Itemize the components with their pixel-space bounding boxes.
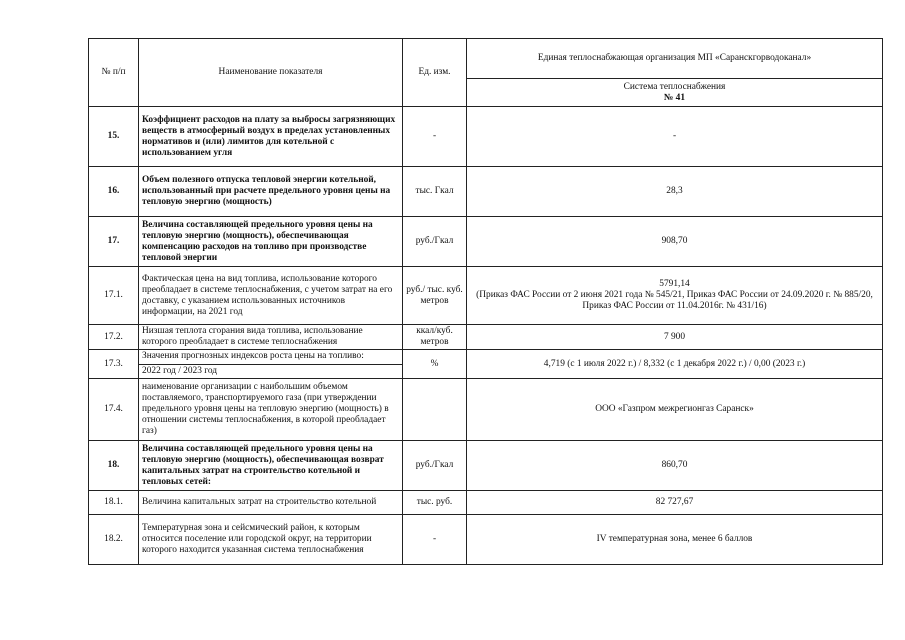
- fuel-price-source: (Приказ ФАС России от 2 июня 2021 года № 545/21, Приказ ФАС России от 24.09.2020 г. № 885/20, Приказ ФАС России от 11.04.2016г. № 431/16): [476, 290, 873, 311]
- row-number: 17.3.: [89, 350, 139, 379]
- table-row: [89, 267, 883, 325]
- row-unit: тыс. руб.: [403, 491, 467, 515]
- row-name: Объем полезного отпуска тепловой энергии котельной, использованный при расчете предельного уровня цены на тепловую энергию (мощность): [139, 167, 403, 217]
- row-name: Величина составляющей предельного уровня цены на тепловую энергию (мощность), обеспечивающая компенсацию расходов на топливо при производстве тепловой энергии: [139, 217, 403, 267]
- row-number: 17.1.: [89, 267, 139, 325]
- table-row: [89, 441, 883, 491]
- fuel-price-value: 5791,14: [659, 279, 690, 289]
- header-org: Единая теплоснабжающая организация МП «Саранскгорводоканал»: [467, 39, 883, 79]
- row-number: 15.: [89, 107, 139, 167]
- row-unit: -: [403, 515, 467, 565]
- row-number: 17.2.: [89, 325, 139, 350]
- row-unit: [403, 379, 467, 441]
- header-system-label: Система теплоснабжения: [623, 81, 726, 92]
- table-row: [89, 379, 883, 441]
- row-number: 17.4.: [89, 379, 139, 441]
- row-number: 18.2.: [89, 515, 139, 565]
- header-num: № п/п: [89, 39, 139, 107]
- row-value: 7 900: [467, 325, 883, 350]
- row-name-line: Значения прогнозных индексов роста цены на топливо:: [142, 351, 364, 361]
- row-unit: руб./Гкал: [403, 441, 467, 491]
- table-row: [89, 107, 883, 167]
- header-system-number: № 41: [663, 92, 686, 103]
- table-row: [89, 491, 883, 515]
- row-number: 18.1.: [89, 491, 139, 515]
- row-name: Фактическая цена на вид топлива, использование которого преобладает в системе теплоснабжения, с учетом затрат на его доставку, с указанием использованных источников информации, на 2021 год: [139, 267, 403, 325]
- table-row: [89, 167, 883, 217]
- table-row: [89, 217, 883, 267]
- table-row: [89, 350, 883, 379]
- row-value: 4,719 (с 1 июля 2022 г.) / 8,332 (с 1 декабря 2022 г.) / 0,00 (2023 г.): [467, 350, 883, 379]
- row-number: 17.: [89, 217, 139, 267]
- row-unit: тыс. Гкал: [403, 167, 467, 217]
- row-value: -: [467, 107, 883, 167]
- row-unit: ккал/куб. метров: [403, 325, 467, 350]
- row-number: 18.: [89, 441, 139, 491]
- row-value: 82 727,67: [467, 491, 883, 515]
- table-row: [89, 515, 883, 565]
- row-name: [139, 350, 403, 379]
- row-number: 16.: [89, 167, 139, 217]
- row-value: 28,3: [467, 167, 883, 217]
- row-value: 908,70: [467, 217, 883, 267]
- header-name: Наименование показателя: [139, 39, 403, 107]
- row-value: 860,70: [467, 441, 883, 491]
- row-unit: руб./Гкал: [403, 217, 467, 267]
- row-unit: -: [403, 107, 467, 167]
- header-unit: Ед. изм.: [403, 39, 467, 107]
- row-name: наименование организации с наибольшим объемом поставляемого, транспортируемого газа (при утверждении предельного уровня цены на тепловую энергию (мощность) в отношении системы теплоснабжения, в которой преобладает газ): [139, 379, 403, 441]
- indicators-table: [88, 38, 883, 565]
- row-unit: %: [403, 350, 467, 379]
- row-unit: руб./ тыс. куб. метров: [403, 267, 467, 325]
- row-value: ООО «Газпром межрегионгаз Саранск»: [467, 379, 883, 441]
- row-name-years: 2022 год / 2023 год: [139, 364, 402, 377]
- row-value: IV температурная зона, менее 6 баллов: [467, 515, 883, 565]
- table-row: [89, 325, 883, 350]
- row-value: [467, 267, 883, 325]
- header-system: [467, 79, 883, 107]
- row-name: Величина капитальных затрат на строительство котельной: [139, 491, 403, 515]
- row-name: Низшая теплота сгорания вида топлива, использование которого преобладает в системе теплоснабжения: [139, 325, 403, 350]
- row-name: Величина составляющей предельного уровня цены на тепловую энергию (мощность), обеспечивающая возврат капитальных затрат на строительство котельной и тепловых сетей:: [139, 441, 403, 491]
- row-name: Температурная зона и сейсмический район, к которым относится поселение или городской округ, на территории которого находится указанная система теплоснабжения: [139, 515, 403, 565]
- header-row: [89, 39, 883, 79]
- row-name: Коэффициент расходов на плату за выбросы загрязняющих веществ в атмосферный воздух в пределах установленных нормативов и (или) лимитов для котельной с использованием угля: [139, 107, 403, 167]
